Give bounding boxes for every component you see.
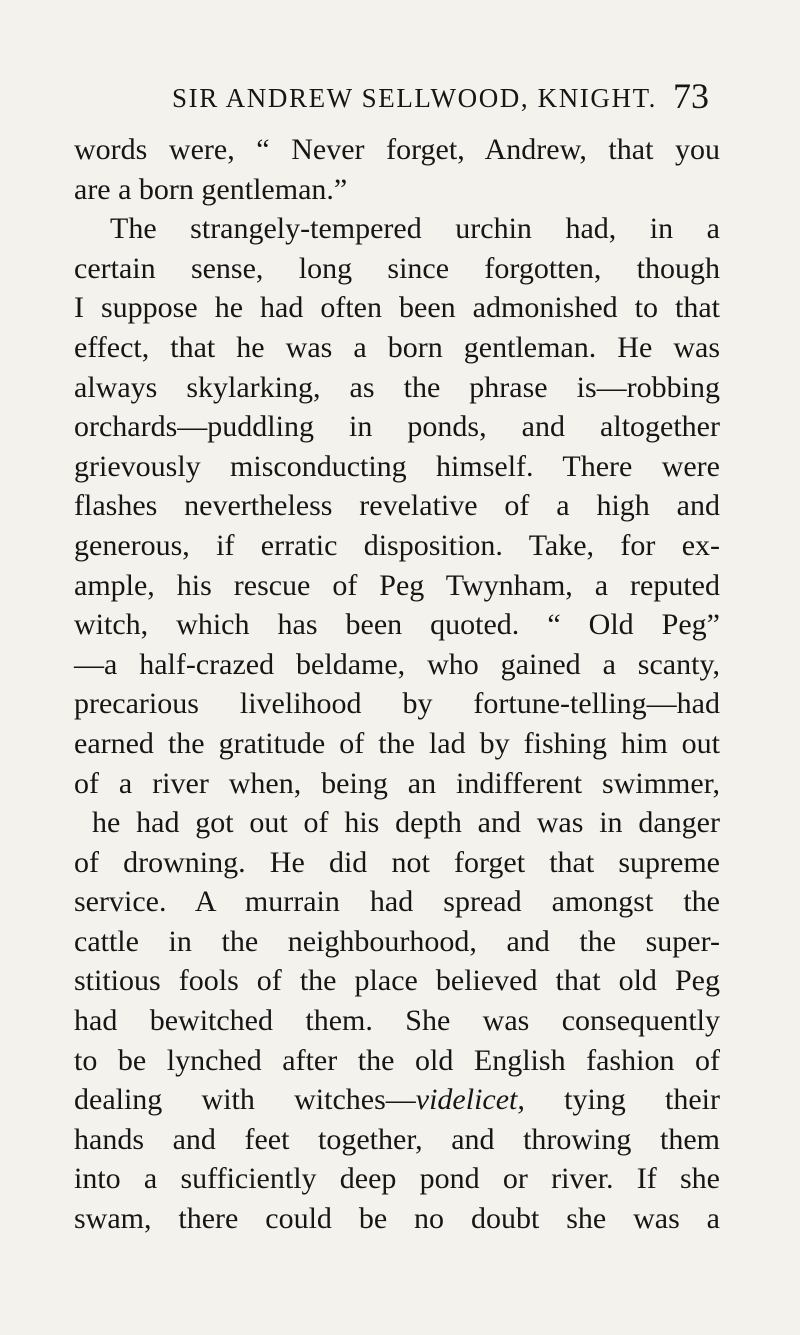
text-line: stitious fools of the place believed that old Peg bbox=[74, 964, 720, 998]
page-number: 73 bbox=[673, 76, 709, 116]
text-line: ample, his rescue of Peg Twynham, a reputed bbox=[74, 568, 720, 602]
text-line-mixed bbox=[74, 1080, 720, 1120]
text-line: hands and feet together, and throwing them bbox=[74, 1122, 720, 1156]
text-line: flashes nevertheless revelative of a high and bbox=[74, 489, 720, 523]
italic-term: videlicet, bbox=[415, 1083, 525, 1117]
text-line: The strangely-tempered urchin had, in a bbox=[110, 212, 720, 246]
running-head bbox=[0, 78, 800, 118]
text-line: of drowning. He did not forget that supreme bbox=[74, 845, 720, 879]
text-line: are a born gentleman.” bbox=[74, 172, 348, 206]
text-line: of a river when, being an indifferent swimmer, bbox=[74, 766, 720, 800]
text-line: service. A murrain had spread amongst the bbox=[74, 885, 720, 919]
text-line: earned the gratitude of the lad by fishing him out bbox=[74, 726, 720, 760]
text-run: dealing with witches— bbox=[74, 1083, 416, 1117]
text-line: orchards—puddling in ponds, and altogether bbox=[74, 410, 720, 444]
text-line: into a sufficiently deep pond or river. If she bbox=[74, 1162, 720, 1196]
text-line: always skylarking, as the phrase is—robbing bbox=[74, 370, 720, 404]
text-line: witch, which has been quoted. “ Old Peg” bbox=[74, 608, 720, 642]
text-line: effect, that he was a born gentleman. He was bbox=[74, 330, 720, 364]
text-line: to be lynched after the old English fashion of bbox=[74, 1043, 720, 1077]
text-line: he had got out of his depth and was in danger bbox=[92, 806, 720, 840]
text-run: tying their bbox=[524, 1083, 720, 1117]
text-line: I suppose he had often been admonished to that bbox=[74, 291, 720, 325]
text-line: had bewitched them. She was consequently bbox=[74, 1004, 720, 1038]
body-text bbox=[74, 130, 720, 1239]
text-line: precarious livelihood by fortune-telling—had bbox=[74, 687, 720, 721]
text-line: grievously misconducting himself. There were bbox=[74, 449, 720, 483]
text-line: certain sense, long since forgotten, though bbox=[74, 251, 720, 285]
text-line: —a half-crazed beldame, who gained a scanty, bbox=[74, 647, 720, 681]
text-line: generous, if erratic disposition. Take, for ex- bbox=[74, 528, 720, 562]
text-line: swam, there could be no doubt she was a bbox=[74, 1202, 720, 1236]
text-line: cattle in the neighbourhood, and the super- bbox=[74, 924, 720, 958]
text-line: words were, “ Never forget, Andrew, that you bbox=[74, 133, 720, 166]
running-title: SIR ANDREW SELLWOOD, KNIGHT. bbox=[172, 83, 658, 113]
